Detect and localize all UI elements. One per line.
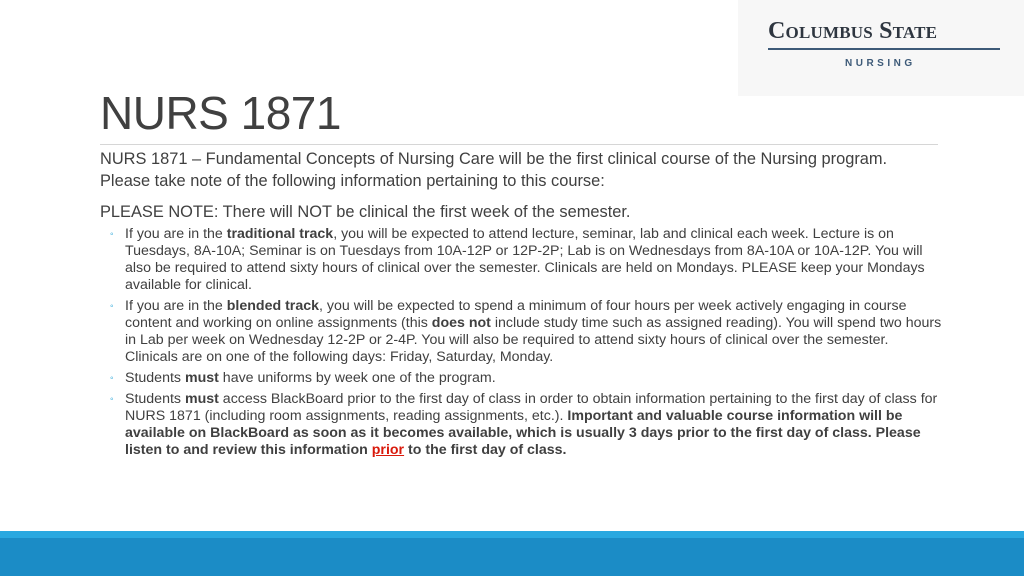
bullet-emphasis: blended track <box>226 298 319 314</box>
bullet-text: Students <box>125 391 185 407</box>
intro-paragraph: NURS 1871 – Fundamental Concepts of Nursing Care will be the first clinical course of the Nursing program. Please take note of the following information pertaining to this course: <box>100 150 888 190</box>
bullet-list <box>110 226 944 463</box>
bullet-circle-icon: ◦ <box>110 229 114 240</box>
footer-bar <box>0 538 1024 576</box>
footer-accent-stripe <box>0 531 1024 538</box>
logo-divider <box>768 48 1000 50</box>
bullet-text: , you will be expected to spend a minimum of four hours per week actively engaging in course content and working on online assignments (this <box>125 298 907 331</box>
bullet-emphasis: must <box>184 370 219 386</box>
bullet-emphasis: must <box>184 391 219 407</box>
bullet-uniforms <box>110 370 944 387</box>
bullet-text: , you will be expected to attend lecture, seminar, lab and clinical each week. Lecture is on Tuesdays, 8A-10A; Seminar is on Tuesdays from 10A-12P or 12P-2P; Lab is on Wednesdays from 8A-10A or 10A-12P. You will also be required to attend sixty hours of clinical over the semester. Clinicals are held on Mondays. PLEASE keep your Mondays available for clinical. <box>125 226 925 293</box>
bullet-circle-icon: ◦ <box>110 373 114 384</box>
clinical-note: PLEASE NOTE: There will NOT be clinical the first week of the semester. <box>100 203 631 221</box>
bullet-text: have uniforms by week one of the program. <box>218 370 496 386</box>
bullet-text: access BlackBoard prior to the first day of class in order to obtain information pertaining to the first day of class for NURS 1871 (including room assignments, reading assignments, etc.). <box>125 391 938 424</box>
bullet-emphasis: Important and valuable course information will be available on BlackBoard as soon as it becomes available, which is usually 3 days prior to the first day of class. Please listen to and review this information <box>125 408 921 458</box>
bullet-traditional-track <box>110 226 944 294</box>
bullet-blended-track <box>110 298 944 366</box>
bullet-text: If you are in the <box>125 298 227 314</box>
bullet-emphasis: to the first day of class. <box>404 442 567 458</box>
slide-title: NURS 1871 <box>100 87 341 139</box>
logo-subtitle: NURSING <box>845 58 916 69</box>
bullet-emphasis: does not <box>431 315 491 331</box>
bullet-blackboard <box>110 391 944 459</box>
logo-wordmark: Columbus State <box>768 18 938 44</box>
bullet-text: include study time such as assigned reading). You will spend two hours in Lab per week on Wednesday 12-2P or 2-4P. You will also be required to attend sixty hours of clinical over the semester. Clinicals are on one of the following days: Friday, Saturday, Monday. <box>125 315 942 365</box>
bullet-circle-icon: ◦ <box>110 394 114 405</box>
bullet-circle-icon: ◦ <box>110 301 114 312</box>
bullet-text: If you are in the <box>125 226 227 242</box>
title-divider <box>100 144 938 145</box>
bullet-text: Students <box>125 370 185 386</box>
bullet-emphasis: traditional track <box>226 226 334 242</box>
bullet-highlight-prior: prior <box>371 442 405 458</box>
